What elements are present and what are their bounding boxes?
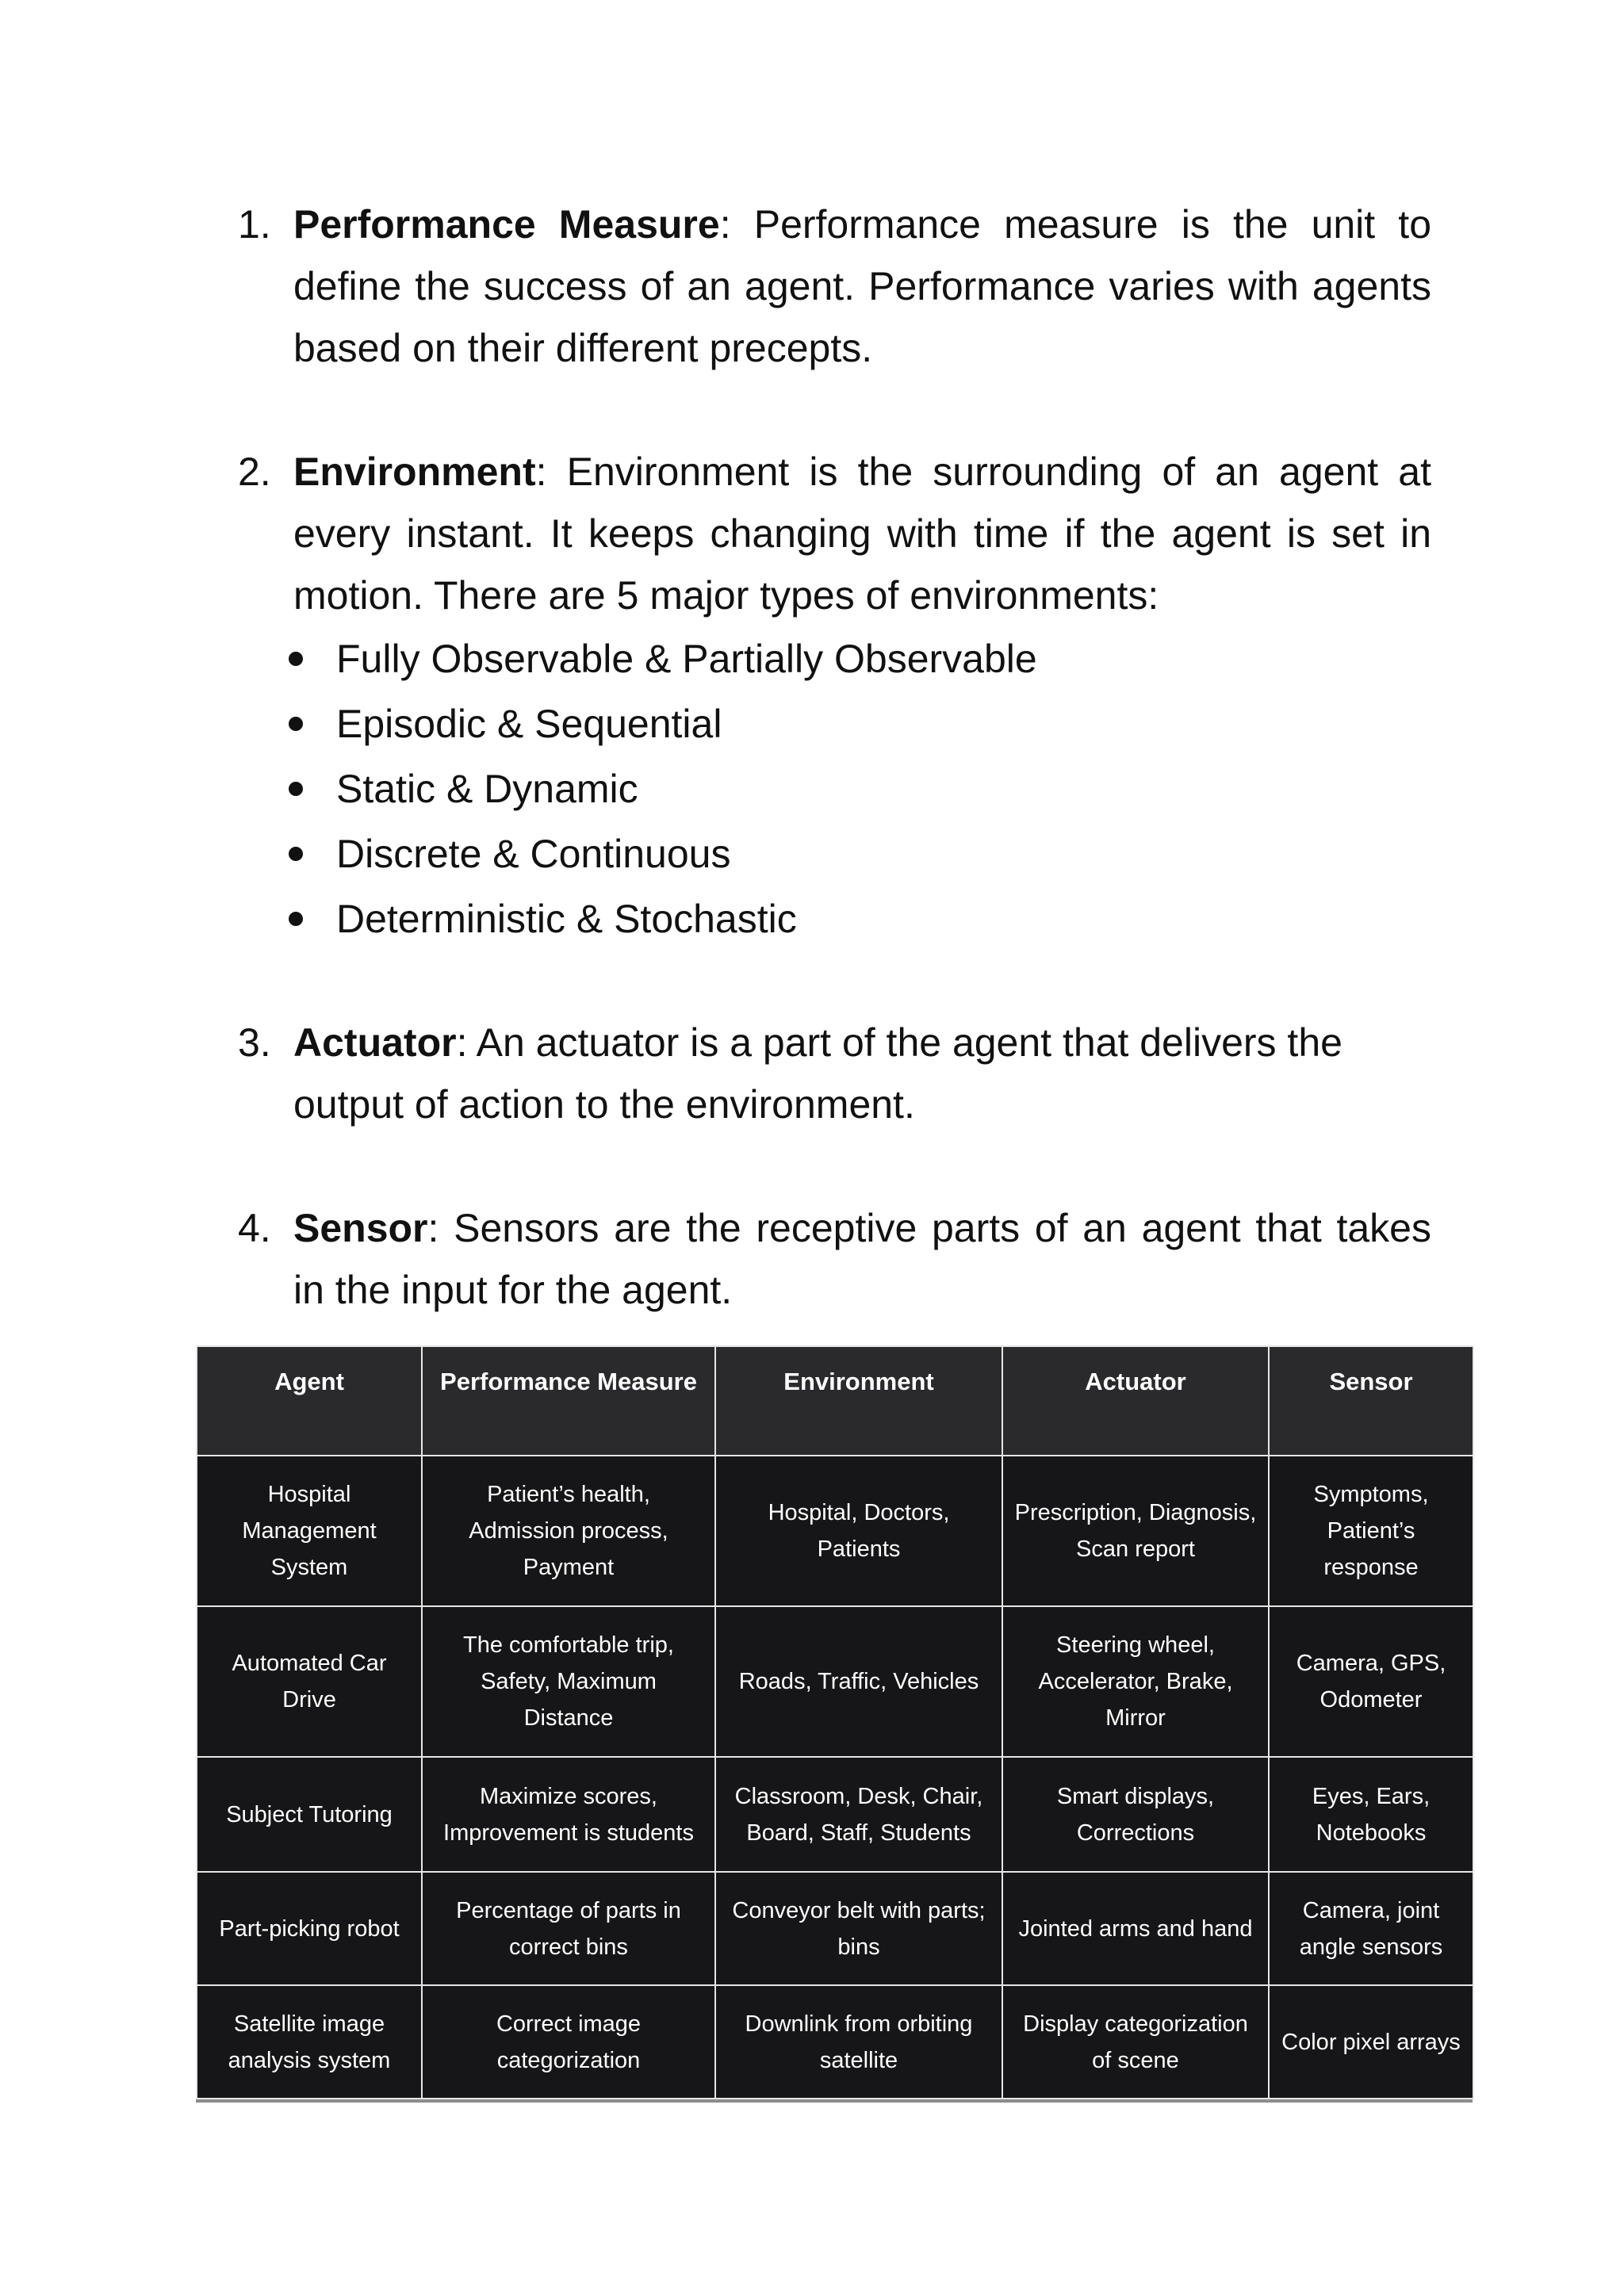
table-cell: Prescription, Diagnosis, Scan report — [1002, 1456, 1269, 1606]
table-cell: Eyes, Ears, Notebooks — [1269, 1757, 1473, 1872]
bullet-icon — [289, 717, 303, 731]
list-item-actuator — [238, 1012, 1431, 1135]
table-cell: Maximize scores, Improvement is students — [422, 1757, 715, 1872]
table-row — [197, 1456, 1473, 1606]
bullet-item: Episodic & Sequential — [238, 691, 1431, 756]
term-sensor: Sensor — [293, 1206, 428, 1250]
table-row — [197, 1985, 1473, 2099]
peas-table-container — [196, 1345, 1473, 2103]
table-cell: Conveyor belt with parts; bins — [715, 1872, 1002, 1985]
bullet-item: Static & Dynamic — [238, 756, 1431, 821]
table-cell: Classroom, Desk, Chair, Board, Staff, Students — [715, 1757, 1002, 1872]
table-cell: Smart displays, Corrections — [1002, 1757, 1269, 1872]
term-actuator: Actuator — [293, 1020, 457, 1065]
list-item-body — [293, 1197, 1431, 1321]
bullet-item: Deterministic & Stochastic — [238, 886, 1431, 951]
header-environment: Environment — [715, 1346, 1002, 1456]
bullet-icon — [289, 912, 303, 926]
bullet-icon — [289, 847, 303, 861]
definition-text: : Environment is the surrounding of an agent at every instant. It keeps changing with time if the agent is set in motion. There are 5 major types of environments: — [293, 450, 1431, 618]
table-bottom-rule — [196, 2099, 1473, 2103]
term-performance-measure: Performance Measure — [293, 202, 720, 247]
list-number: 1. — [238, 202, 271, 247]
table-row — [197, 1757, 1473, 1872]
list-item-environment — [238, 441, 1431, 951]
table-cell: Steering wheel, Accelerator, Brake, Mirror — [1002, 1606, 1269, 1757]
table-cell: Display categorization of scene — [1002, 1985, 1269, 2099]
header-sensor: Sensor — [1269, 1346, 1473, 1456]
table-cell: Correct image categorization — [422, 1985, 715, 2099]
table-cell: The comfortable trip, Safety, Maximum Distance — [422, 1606, 715, 1757]
table-cell: Symptoms, Patient’s response — [1269, 1456, 1473, 1606]
definition-text: : Sensors are the receptive parts of an agent that takes in the input for the agent. — [293, 1206, 1431, 1312]
table-cell: Jointed arms and hand — [1002, 1872, 1269, 1985]
table-cell: Part-picking robot — [197, 1872, 422, 1985]
table-cell: Downlink from orbiting satellite — [715, 1985, 1002, 2099]
bullet-icon — [289, 652, 303, 666]
list-item-body — [293, 441, 1431, 626]
list-item-body — [293, 193, 1431, 379]
table-row — [197, 1606, 1473, 1757]
header-performance-measure: Performance Measure — [422, 1346, 715, 1456]
header-agent: Agent — [197, 1346, 422, 1456]
list-number: 4. — [238, 1206, 271, 1250]
definition-text: : Performance measure is the unit to define the success of an agent. Performance varies with agents based on their different precepts. — [293, 202, 1432, 370]
bullet-item: Fully Observable & Partially Observable — [238, 626, 1431, 691]
table-cell: Roads, Traffic, Vehicles — [715, 1606, 1002, 1757]
table-cell: Hospital Management System — [197, 1456, 422, 1606]
list-item-sensor — [238, 1197, 1431, 1321]
table-cell: Color pixel arrays — [1269, 1985, 1473, 2099]
table-cell: Camera, joint angle sensors — [1269, 1872, 1473, 1985]
table-cell: Percentage of parts in correct bins — [422, 1872, 715, 1985]
term-environment: Environment — [293, 450, 536, 494]
list-number: 2. — [238, 450, 271, 494]
list-item-performance-measure — [238, 193, 1431, 379]
table-cell: Subject Tutoring — [197, 1757, 422, 1872]
list-number: 3. — [238, 1020, 271, 1065]
table-row — [197, 1872, 1473, 1985]
table-cell: Camera, GPS, Odometer — [1269, 1606, 1473, 1757]
definition-text: : An actuator is a part of the agent that delivers the output of action to the environment. — [293, 1020, 1342, 1127]
list-item-body — [293, 1012, 1431, 1135]
table-cell: Hospital, Doctors, Patients — [715, 1456, 1002, 1606]
table-cell: Automated Car Drive — [197, 1606, 422, 1757]
bullet-icon — [289, 782, 303, 796]
environment-types-list — [238, 626, 1431, 951]
peas-table — [196, 1345, 1474, 2099]
header-actuator: Actuator — [1002, 1346, 1269, 1456]
bullet-item: Discrete & Continuous — [238, 821, 1431, 886]
table-cell: Satellite image analysis system — [197, 1985, 422, 2099]
table-cell: Patient’s health, Admission process, Payment — [422, 1456, 715, 1606]
table-header-row — [197, 1346, 1473, 1456]
